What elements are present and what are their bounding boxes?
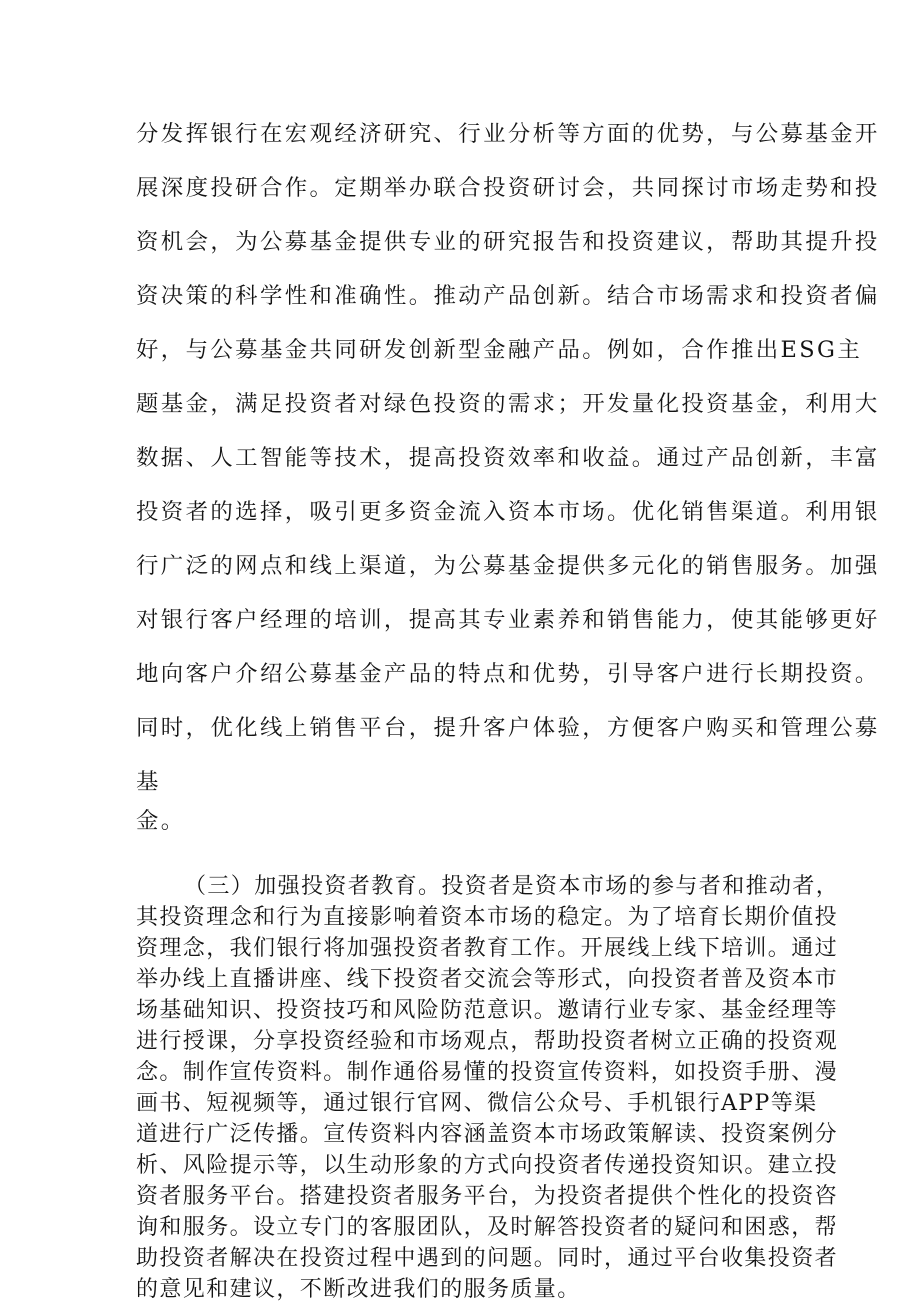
text-line: 资理念，我们银行将加强投资者教育工作。开展线上线下培训。通过 xyxy=(136,936,839,961)
section-heading-line: （三）加强投资者教育。投资者是资本市场的参与者和推动者， xyxy=(184,874,840,899)
text-line: 道进行广泛传播。宣传资料内容涵盖资本市场政策解读、投资案例分 xyxy=(136,1122,839,1147)
text-line: 展深度投研合作。定期举办联合投资研讨会，共同探讨市场走势和投 xyxy=(136,175,880,201)
text-line: 好，与公募基金共同研发创新型金融产品。例如，合作推出ESG主 xyxy=(136,337,863,363)
text-line: 金。 xyxy=(136,808,186,834)
text-line: 念。制作宣传资料。制作通俗易懂的投资宣传资料，如投资手册、漫 xyxy=(136,1060,839,1085)
text-line: 的意见和建议，不断改进我们的服务质量。 xyxy=(136,1277,581,1302)
text-line: 基 xyxy=(136,769,161,795)
text-line: 资机会，为公募基金提供专业的研究报告和投资建议，帮助其提升投 xyxy=(136,229,880,255)
text-line: 题基金，满足投资者对绿色投资的需求；开发量化投资基金，利用大 xyxy=(136,391,880,417)
text-line: 投资者的选择，吸引更多资金流入资本市场。优化销售渠道。利用银 xyxy=(136,499,880,525)
text-line: 析、风险提示等，以生动形象的方式向投资者传递投资知识。建立投 xyxy=(136,1153,839,1178)
text-line: 举办线上直播讲座、线下投资者交流会等形式，向投资者普及资本市 xyxy=(136,967,839,992)
text-line: 地向客户介绍公募基金产品的特点和优势，引导客户进行长期投资。 xyxy=(136,661,880,687)
text-line: 资者服务平台。搭建投资者服务平台，为投资者提供个性化的投资咨 xyxy=(136,1184,839,1209)
text-line: 进行授课，分享投资经验和市场观点，帮助投资者树立正确的投资观 xyxy=(136,1029,839,1054)
text-line: 同时，优化线上销售平台，提升客户体验，方便客户购买和管理公募 xyxy=(136,715,880,741)
text-line: 画书、短视频等，通过银行官网、微信公众号、手机银行APP等渠 xyxy=(136,1091,818,1116)
text-line: 数据、人工智能等技术，提高投资效率和收益。通过产品创新，丰富 xyxy=(136,445,880,471)
text-line: 资决策的科学性和准确性。推动产品创新。结合市场需求和投资者偏 xyxy=(136,283,880,309)
text-line: 询和服务。设立专门的客服团队，及时解答投资者的疑问和困惑，帮 xyxy=(136,1215,839,1240)
text-line: 助投资者解决在投资过程中遇到的问题。同时，通过平台收集投资者 xyxy=(136,1246,839,1271)
text-line: 场基础知识、投资技巧和风险防范意识。邀请行业专家、基金经理等 xyxy=(136,998,839,1023)
text-line: 其投资理念和行为直接影响着资本市场的稳定。为了培育长期价值投 xyxy=(136,905,839,930)
text-line: 行广泛的网点和线上渠道，为公募基金提供多元化的销售服务。加强 xyxy=(136,553,880,579)
text-line: 对银行客户经理的培训，提高其专业素养和销售能力，使其能够更好 xyxy=(136,607,880,633)
text-line: 分发挥银行在宏观经济研究、行业分析等方面的优势，与公募基金开 xyxy=(136,121,880,147)
